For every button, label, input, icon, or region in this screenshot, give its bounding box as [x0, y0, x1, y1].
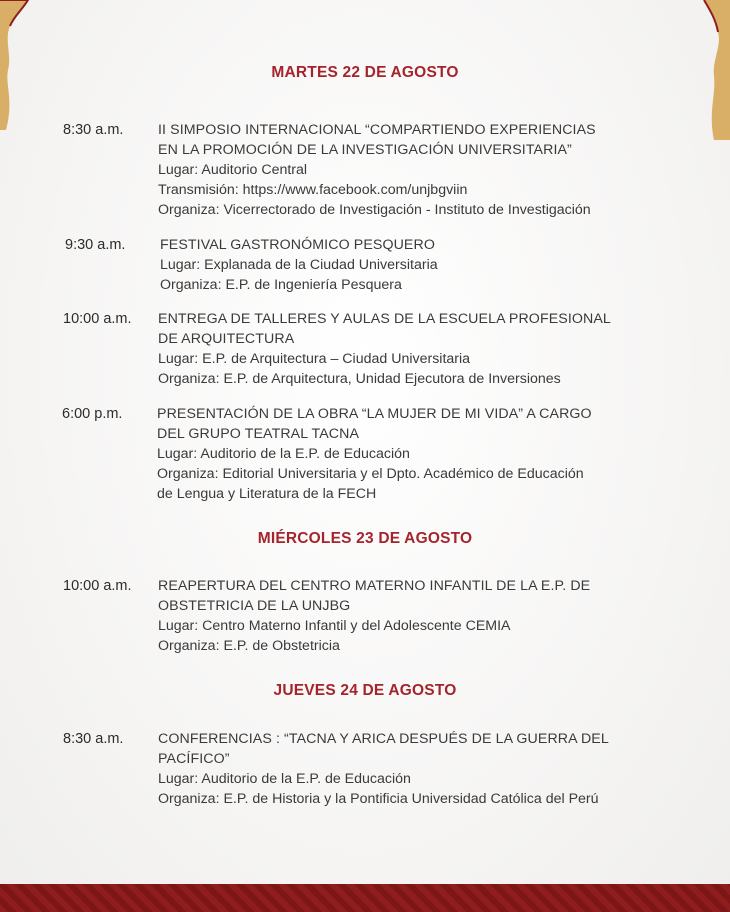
event-title: OBSTETRICIA DE LA UNJBG — [158, 598, 351, 614]
event-organizer: Organiza: Vicerrectorado de Investigación - Instituto de Investigación — [158, 202, 591, 218]
day-heading: MIÉRCOLES 23 DE AGOSTO — [257, 530, 473, 547]
day-heading: JUEVES 24 DE AGOSTO — [273, 682, 457, 699]
event-organizer-continued: de Lengua y Literatura de la FECH — [157, 486, 377, 502]
event-title: DEL GRUPO TEATRAL TACNA — [157, 426, 360, 442]
event-stream-link: Transmisión: https://www.facebook.com/unjbgviin — [158, 182, 468, 198]
footer-decorative-band — [0, 884, 730, 912]
event-organizer: Organiza: E.P. de Historia y la Pontificia Universidad Católica del Perú — [158, 791, 599, 807]
event-time: 8:30 a.m. — [63, 731, 124, 747]
event-time: 10:00 a.m. — [63, 578, 132, 594]
event-title: ENTREGA DE TALLERES Y AULAS DE LA ESCUELA PROFESIONAL — [158, 311, 611, 327]
day-heading: MARTES 22 DE AGOSTO — [271, 64, 459, 81]
event-location: Lugar: Auditorio de la E.P. de Educación — [157, 446, 410, 462]
event-organizer: Organiza: E.P. de Arquitectura, Unidad Ejecutora de Inversiones — [158, 371, 561, 387]
event-location: Lugar: Auditorio Central — [158, 162, 308, 178]
event-organizer: Organiza: E.P. de Ingeniería Pesquera — [160, 277, 402, 293]
event-location: Lugar: E.P. de Arquitectura – Ciudad Universitaria — [158, 351, 471, 367]
event-title: DE ARQUITECTURA — [158, 331, 295, 347]
event-location: Lugar: Centro Materno Infantil y del Adolescente CEMIA — [158, 618, 511, 634]
event-location: Lugar: Explanada de la Ciudad Universitaria — [160, 257, 438, 273]
event-organizer: Organiza: Editorial Universitaria y el Dpto. Académico de Educación — [157, 466, 584, 482]
event-title: II SIMPOSIO INTERNACIONAL “COMPARTIENDO EXPERIENCIAS — [158, 122, 596, 138]
event-time: 8:30 a.m. — [63, 122, 124, 138]
event-title: PACÍFICO” — [158, 751, 230, 767]
event-title: REAPERTURA DEL CENTRO MATERNO INFANTIL DE LA E.P. DE — [158, 578, 591, 594]
event-title: PRESENTACIÓN DE LA OBRA “LA MUJER DE MI VIDA” A CARGO — [157, 406, 592, 422]
event-time: 9:30 a.m. — [65, 237, 126, 253]
event-title: EN LA PROMOCIÓN DE LA INVESTIGACIÓN UNIVERSITARIA” — [158, 142, 572, 158]
event-time: 10:00 a.m. — [63, 311, 132, 327]
event-title: FESTIVAL GASTRONÓMICO PESQUERO — [160, 237, 435, 253]
event-title: CONFERENCIAS : “TACNA Y ARICA DESPUÉS DE LA GUERRA DEL — [158, 731, 609, 747]
event-organizer: Organiza: E.P. de Obstetricia — [158, 638, 340, 654]
event-location: Lugar: Auditorio de la E.P. de Educación — [158, 771, 411, 787]
event-time: 6:00 p.m. — [62, 406, 123, 422]
